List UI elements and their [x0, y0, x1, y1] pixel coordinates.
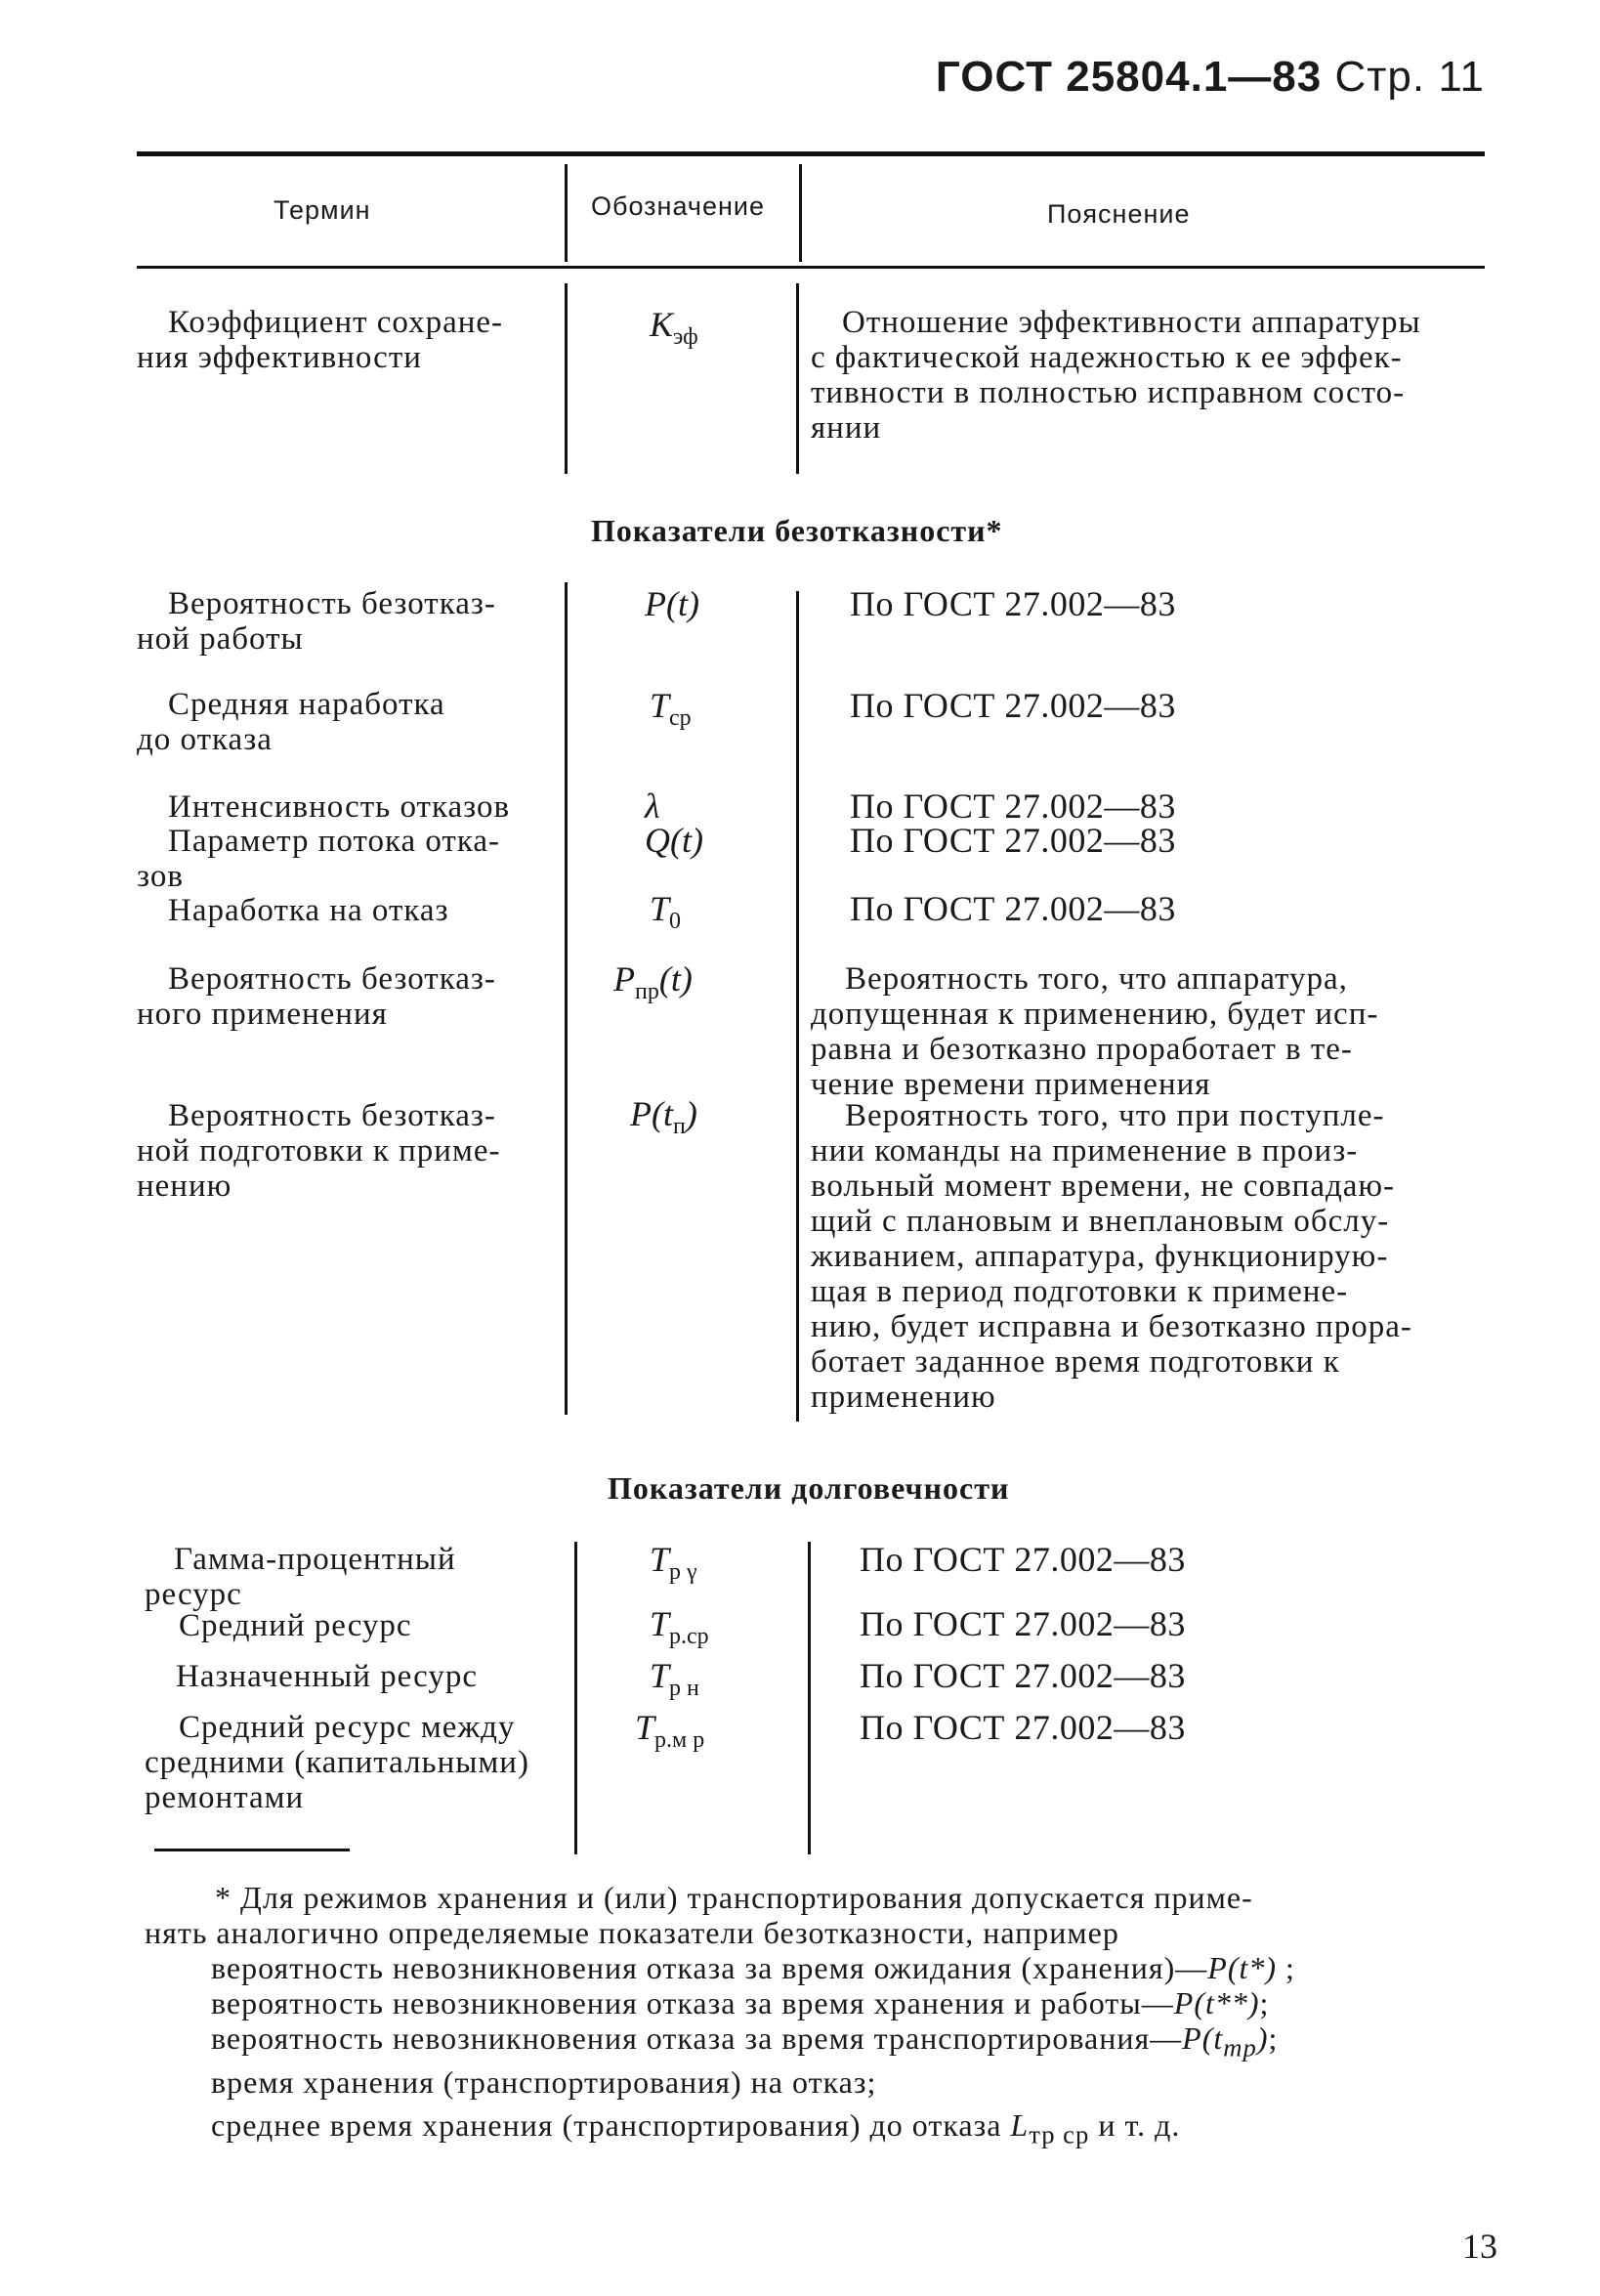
symbol-head: P(t — [1182, 2020, 1224, 2056]
footnote-text: вероятность невозникновения отказа за время хранения и работы— — [211, 1985, 1174, 2020]
footnote-punct: ; — [1268, 2020, 1279, 2056]
footnote-symbol-sub: тр ср — [1029, 2119, 1090, 2149]
footnote-symbol: L — [1010, 2107, 1030, 2144]
footnote-text: среднее время хранения (транспортирования) до отказа — [211, 2107, 1002, 2144]
symbol-p-tp — [630, 1094, 697, 1146]
expl-line: нии команды на применение в произ- — [811, 1133, 1359, 1169]
symbol-tail: ) — [1256, 2020, 1269, 2056]
symbol-t-r-m-r — [635, 1708, 704, 1760]
column-divider — [796, 591, 799, 1422]
footnote-text: вероятность невозникновения отказа за время транспортирования— — [211, 2020, 1183, 2056]
explanation-gost-ref: По ГОСТ 27.002—83 — [860, 1656, 1186, 1695]
footnote-line — [145, 2020, 1497, 2064]
term-line: Вероятность безотказ- — [168, 1098, 496, 1133]
term-line: ного применения — [137, 997, 388, 1032]
symbol-tail: (t) — [658, 959, 693, 999]
expl-line: тивности в полностью исправном состо- — [811, 375, 1406, 410]
page-header — [936, 53, 1485, 102]
column-divider — [565, 283, 568, 474]
term-line: Средний ресурс — [179, 1608, 412, 1643]
symbol-lambda: λ — [645, 787, 660, 826]
explanation-gost-ref: По ГОСТ 27.002—83 — [860, 1708, 1186, 1747]
expl-line: вольный момент времени, не совпадаю- — [811, 1169, 1396, 1204]
expl-line: допущенная к применению, будет исп- — [811, 997, 1379, 1032]
page-label: Стр. 11 — [1334, 53, 1485, 101]
explanation-gost-ref: По ГОСТ 27.002—83 — [850, 821, 1176, 860]
term-keff — [137, 305, 547, 375]
header-divider — [565, 164, 568, 262]
explanation-gost-ref: По ГОСТ 27.002—83 — [860, 1540, 1186, 1579]
column-divider — [574, 1542, 577, 1854]
explanation-application-probability — [811, 961, 1485, 1102]
expl-line: с фактической надежностью к ее эффек- — [811, 340, 1403, 375]
explanation-gost-ref: По ГОСТ 27.002—83 — [850, 584, 1176, 623]
footnote-rule — [154, 1849, 350, 1851]
footnote-line — [145, 2107, 1497, 2151]
expl-line: Отношение эффективности аппаратуры — [842, 305, 1421, 340]
symbol-main: P — [613, 959, 635, 999]
footnote-symbol: P(t*) — [1207, 1950, 1278, 1985]
term-line: Средний ресурс между — [179, 1710, 516, 1745]
symbol-sub: р γ — [669, 1559, 697, 1586]
symbol-t-r-gamma — [650, 1540, 697, 1592]
expl-line: чение времени применения — [811, 1067, 1211, 1102]
term-line: зов — [137, 859, 184, 894]
expl-line: равна и безотказно проработает в те- — [811, 1032, 1353, 1067]
explanation-gost-ref: По ГОСТ 27.002—83 — [850, 889, 1176, 928]
term-line: Средняя наработка — [168, 687, 445, 722]
column-divider — [565, 582, 568, 1415]
footnote-line — [145, 1985, 1497, 2020]
footnote-symbol: P(t**) — [1173, 1985, 1260, 2020]
symbol-sub: тр — [1223, 2032, 1257, 2062]
symbol-sub: р.ср — [669, 1624, 709, 1650]
symbol-main: T — [650, 889, 670, 928]
symbol-sub: р.м р — [654, 1727, 705, 1754]
symbol-main: T — [650, 1540, 670, 1579]
symbol-main: T — [650, 686, 670, 725]
explanation-gost-ref: По ГОСТ 27.002—83 — [850, 686, 1176, 725]
term-line: ремонтами — [145, 1780, 305, 1815]
expl-line: янии — [811, 410, 882, 446]
symbol-t-zero — [650, 889, 681, 941]
symbol-t-r-n — [650, 1656, 699, 1708]
term-line: ресурс — [145, 1577, 242, 1612]
term-gamma-resource — [145, 1542, 456, 1612]
term-line: ния эффективности — [137, 340, 422, 375]
term-line: Наработка на отказ — [168, 893, 449, 928]
term-mean-resource — [145, 1608, 412, 1643]
symbol-p-t: P(t) — [645, 584, 699, 623]
term-failure-flow-parameter — [137, 824, 500, 894]
page-number: 13 — [1462, 2227, 1497, 2266]
term-line: ной работы — [137, 621, 304, 657]
term-failure-rate — [137, 789, 510, 825]
explanation-preparation-probability — [811, 1098, 1485, 1415]
symbol-sub: 0 — [669, 909, 682, 935]
explanation-gost-ref: По ГОСТ 27.002—83 — [850, 787, 1176, 826]
explanation-keff — [811, 305, 1485, 446]
term-application-probability — [137, 961, 496, 1032]
footnote-punct: ; — [1259, 1985, 1270, 2020]
term-preparation-probability — [137, 1098, 500, 1204]
standard-number: ГОСТ 25804.1—83 — [935, 53, 1323, 101]
symbol-main: T — [650, 1656, 670, 1695]
symbol-sub: ср — [669, 705, 692, 732]
term-line: ной подготовки к приме- — [137, 1133, 501, 1169]
symbol-q-t: Q(t) — [645, 821, 703, 860]
symbol-keff — [650, 305, 698, 357]
footnote-text: и т. д. — [1098, 2107, 1181, 2144]
footnote-line: * Для режимов хранения и (или) транспортирования допускается приме- — [215, 1880, 1253, 1915]
expl-line: щая в период подготовки к примене- — [811, 1274, 1349, 1309]
symbol-main: T — [635, 1708, 655, 1747]
symbol-sub: пр — [635, 979, 659, 1005]
section-title-reliability: Показатели безотказности* — [591, 513, 1003, 548]
term-line: Интенсивность отказов — [168, 789, 511, 825]
column-divider — [808, 1542, 811, 1854]
symbol-main: K — [650, 305, 674, 344]
footnote-text: вероятность невозникновения отказа за время ожидания (хранения)— — [211, 1950, 1208, 1985]
symbol-t-r-sr — [650, 1604, 709, 1656]
expl-line: нию, будет исправна и безотказно прора- — [811, 1309, 1412, 1344]
table-top-rule — [137, 151, 1485, 156]
term-line: Вероятность безотказ- — [168, 961, 496, 997]
term-mean-resource-between-repairs — [145, 1710, 529, 1815]
expl-line: ботает заданное время подготовки к — [811, 1344, 1340, 1380]
symbol-p-pr-t — [613, 959, 693, 1011]
symbol-sub: п — [672, 1114, 686, 1140]
footnote-symbol — [1182, 2020, 1269, 2062]
footnote-line: время хранения (транспортирования) на отказ; — [211, 2064, 877, 2101]
term-line: Коэффициент сохране- — [168, 305, 504, 340]
symbol-head: P(t — [630, 1094, 673, 1133]
section-title-durability: Показатели долговечности — [608, 1470, 1010, 1506]
expl-line: живанием, аппаратура, функционирую- — [811, 1239, 1389, 1274]
column-header-term: Термин — [274, 195, 371, 225]
term-line: средними (капитальными) — [145, 1745, 529, 1780]
term-reliability-probability — [137, 586, 496, 657]
term-assigned-resource — [145, 1659, 478, 1694]
expl-line: Вероятность того, что аппаратура, — [845, 961, 1348, 997]
term-mean-time-to-failure — [137, 687, 445, 757]
expl-line: Вероятность того, что при поступле- — [845, 1098, 1385, 1133]
symbol-tail: ) — [685, 1094, 697, 1133]
symbol-t-sr — [650, 686, 692, 738]
term-line: Гамма-процентный — [174, 1542, 456, 1577]
column-header-explanation: Пояснение — [1047, 199, 1191, 229]
footnote-punct: ; — [1285, 1950, 1295, 1985]
term-line: до отказа — [137, 722, 273, 757]
footnote-line: нять аналогично определяемые показатели безотказности, например — [145, 1915, 1119, 1950]
table-header-rule — [137, 266, 1485, 269]
footnote-line — [145, 1950, 1497, 1985]
symbol-sub: р н — [669, 1676, 699, 1702]
term-mtbf — [137, 893, 449, 928]
footnote — [145, 1880, 1497, 2152]
term-line: Назначенный ресурс — [176, 1659, 478, 1694]
term-line: Параметр потока отка- — [168, 824, 501, 859]
expl-line: щий с плановым и внеплановым обслу- — [811, 1204, 1390, 1239]
explanation-gost-ref: По ГОСТ 27.002—83 — [860, 1604, 1186, 1643]
symbol-main: T — [650, 1604, 670, 1643]
symbol-sub: эф — [673, 324, 698, 351]
header-divider — [799, 164, 802, 262]
term-line: нению — [137, 1169, 232, 1204]
term-line: Вероятность безотказ- — [168, 586, 496, 621]
column-header-symbol: Обозначение — [591, 191, 765, 221]
column-divider — [796, 283, 799, 474]
expl-line: применению — [811, 1380, 996, 1415]
